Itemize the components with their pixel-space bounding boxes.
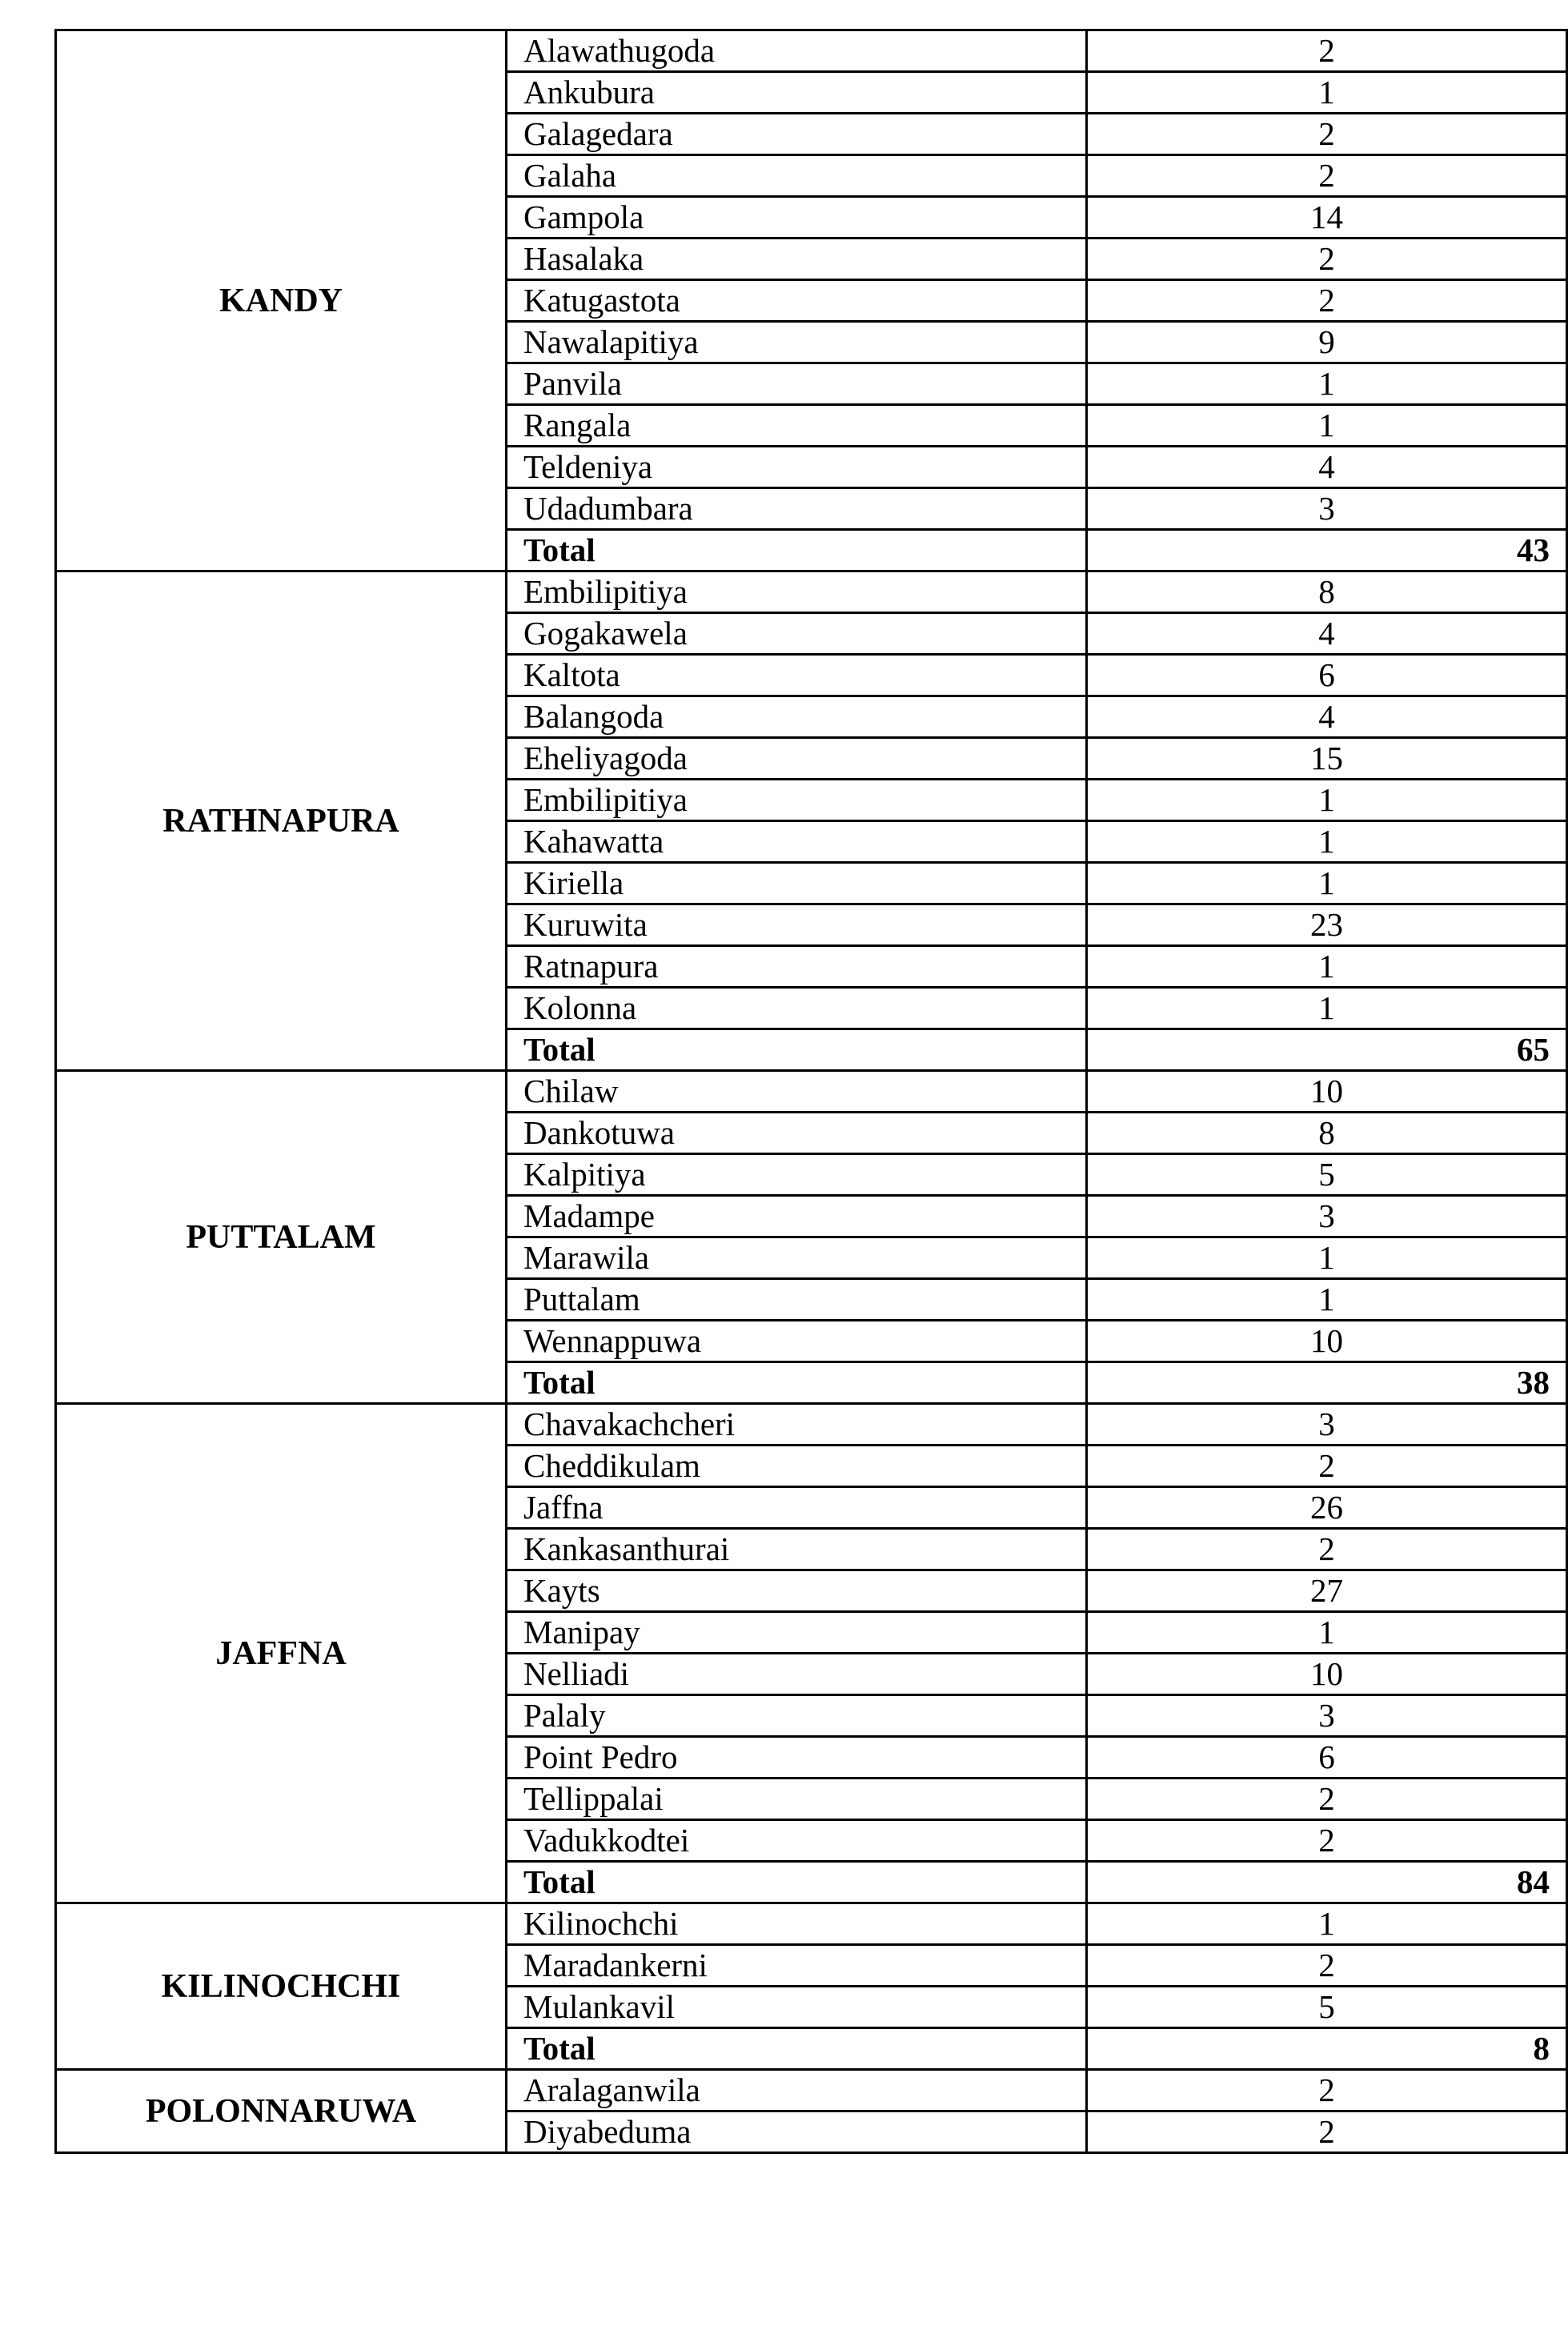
town-count: 1 [1087, 72, 1567, 114]
town-count: 2 [1087, 1529, 1567, 1570]
town-count: 6 [1087, 1737, 1567, 1779]
town-name: Galaha [507, 155, 1087, 197]
town-count: 2 [1087, 2111, 1567, 2153]
town-count: 1 [1087, 363, 1567, 405]
town-name: Kuruwita [507, 904, 1087, 946]
district-name: POLONNARUWA [56, 2070, 507, 2153]
town-name: Teldeniya [507, 447, 1087, 488]
town-count: 9 [1087, 322, 1567, 363]
town-count: 3 [1087, 1196, 1567, 1237]
total-value: 43 [1087, 530, 1567, 571]
town-name: Embilipitiya [507, 780, 1087, 821]
town-name: Udadumbara [507, 488, 1087, 530]
town-count: 1 [1087, 1903, 1567, 1945]
town-name: Palaly [507, 1695, 1087, 1737]
total-label: Total [507, 1862, 1087, 1903]
town-name: Vadukkodtei [507, 1820, 1087, 1862]
town-count: 2 [1087, 30, 1567, 72]
town-name: Eheliyagoda [507, 738, 1087, 780]
table-row [56, 1071, 1567, 1113]
town-name: Panvila [507, 363, 1087, 405]
town-name: Embilipitiya [507, 571, 1087, 613]
total-label: Total [507, 1362, 1087, 1404]
town-count: 5 [1087, 1987, 1567, 2028]
town-count: 2 [1087, 2070, 1567, 2111]
total-label: Total [507, 530, 1087, 571]
table-row [56, 30, 1567, 72]
town-count: 4 [1087, 447, 1567, 488]
town-name: Dankotuwa [507, 1113, 1087, 1154]
district-name: PUTTALAM [56, 1071, 507, 1404]
town-name: Kaltota [507, 655, 1087, 696]
town-count: 27 [1087, 1570, 1567, 1612]
town-count: 6 [1087, 655, 1567, 696]
town-name: Nawalapitiya [507, 322, 1087, 363]
town-count: 10 [1087, 1321, 1567, 1362]
town-name: Hasalaka [507, 239, 1087, 280]
town-name: Chavakachcheri [507, 1404, 1087, 1446]
town-name: Chilaw [507, 1071, 1087, 1113]
town-count: 2 [1087, 280, 1567, 322]
town-name: Kankasanthurai [507, 1529, 1087, 1570]
town-name: Tellippalai [507, 1779, 1087, 1820]
town-name: Kilinochchi [507, 1903, 1087, 1945]
town-count: 2 [1087, 1446, 1567, 1487]
town-count: 23 [1087, 904, 1567, 946]
town-count: 3 [1087, 488, 1567, 530]
total-label: Total [507, 2028, 1087, 2070]
town-count: 2 [1087, 1820, 1567, 1862]
town-name: Kahawatta [507, 821, 1087, 863]
town-name: Rangala [507, 405, 1087, 447]
town-count: 14 [1087, 197, 1567, 239]
town-name: Nelliadi [507, 1654, 1087, 1695]
town-count: 1 [1087, 405, 1567, 447]
town-name: Manipay [507, 1612, 1087, 1654]
total-value: 65 [1087, 1029, 1567, 1071]
district-name: KANDY [56, 30, 507, 571]
town-name: Kolonna [507, 988, 1087, 1029]
town-count: 2 [1087, 1779, 1567, 1820]
town-name: Galagedara [507, 114, 1087, 155]
town-name: Puttalam [507, 1279, 1087, 1321]
town-name: Madampe [507, 1196, 1087, 1237]
town-name: Ankubura [507, 72, 1087, 114]
town-name: Kayts [507, 1570, 1087, 1612]
table-row [56, 1404, 1567, 1446]
town-count: 2 [1087, 1945, 1567, 1987]
town-count: 1 [1087, 1612, 1567, 1654]
town-name: Balangoda [507, 696, 1087, 738]
town-name: Wennappuwa [507, 1321, 1087, 1362]
town-count: 3 [1087, 1695, 1567, 1737]
town-name: Alawathugoda [507, 30, 1087, 72]
town-count: 1 [1087, 946, 1567, 988]
town-count: 1 [1087, 780, 1567, 821]
town-name: Aralaganwila [507, 2070, 1087, 2111]
district-town-table [54, 29, 1568, 2154]
town-name: Kalpitiya [507, 1154, 1087, 1196]
town-count: 10 [1087, 1071, 1567, 1113]
town-count: 4 [1087, 613, 1567, 655]
town-name: Kiriella [507, 863, 1087, 904]
town-name: Diyabeduma [507, 2111, 1087, 2153]
town-name: Mulankavil [507, 1987, 1087, 2028]
town-count: 1 [1087, 1279, 1567, 1321]
town-name: Jaffna [507, 1487, 1087, 1529]
town-name: Gogakawela [507, 613, 1087, 655]
town-count: 1 [1087, 821, 1567, 863]
town-name: Point Pedro [507, 1737, 1087, 1779]
town-count: 2 [1087, 155, 1567, 197]
table-row [56, 571, 1567, 613]
town-name: Gampola [507, 197, 1087, 239]
total-value: 8 [1087, 2028, 1567, 2070]
town-name: Ratnapura [507, 946, 1087, 988]
town-count: 26 [1087, 1487, 1567, 1529]
town-count: 15 [1087, 738, 1567, 780]
town-count: 3 [1087, 1404, 1567, 1446]
town-count: 1 [1087, 863, 1567, 904]
town-name: Maradankerni [507, 1945, 1087, 1987]
town-count: 1 [1087, 988, 1567, 1029]
total-value: 84 [1087, 1862, 1567, 1903]
total-value: 38 [1087, 1362, 1567, 1404]
town-name: Katugastota [507, 280, 1087, 322]
town-name: Marawila [507, 1237, 1087, 1279]
table-body [56, 30, 1567, 2153]
total-label: Total [507, 1029, 1087, 1071]
town-count: 10 [1087, 1654, 1567, 1695]
town-count: 8 [1087, 571, 1567, 613]
district-name: KILINOCHCHI [56, 1903, 507, 2070]
district-name: RATHNAPURA [56, 571, 507, 1071]
town-count: 4 [1087, 696, 1567, 738]
district-name: JAFFNA [56, 1404, 507, 1903]
town-count: 5 [1087, 1154, 1567, 1196]
table-row [56, 1903, 1567, 1945]
table-row [56, 2070, 1567, 2111]
town-count: 1 [1087, 1237, 1567, 1279]
town-count: 2 [1087, 239, 1567, 280]
town-count: 8 [1087, 1113, 1567, 1154]
town-name: Cheddikulam [507, 1446, 1087, 1487]
town-count: 2 [1087, 114, 1567, 155]
